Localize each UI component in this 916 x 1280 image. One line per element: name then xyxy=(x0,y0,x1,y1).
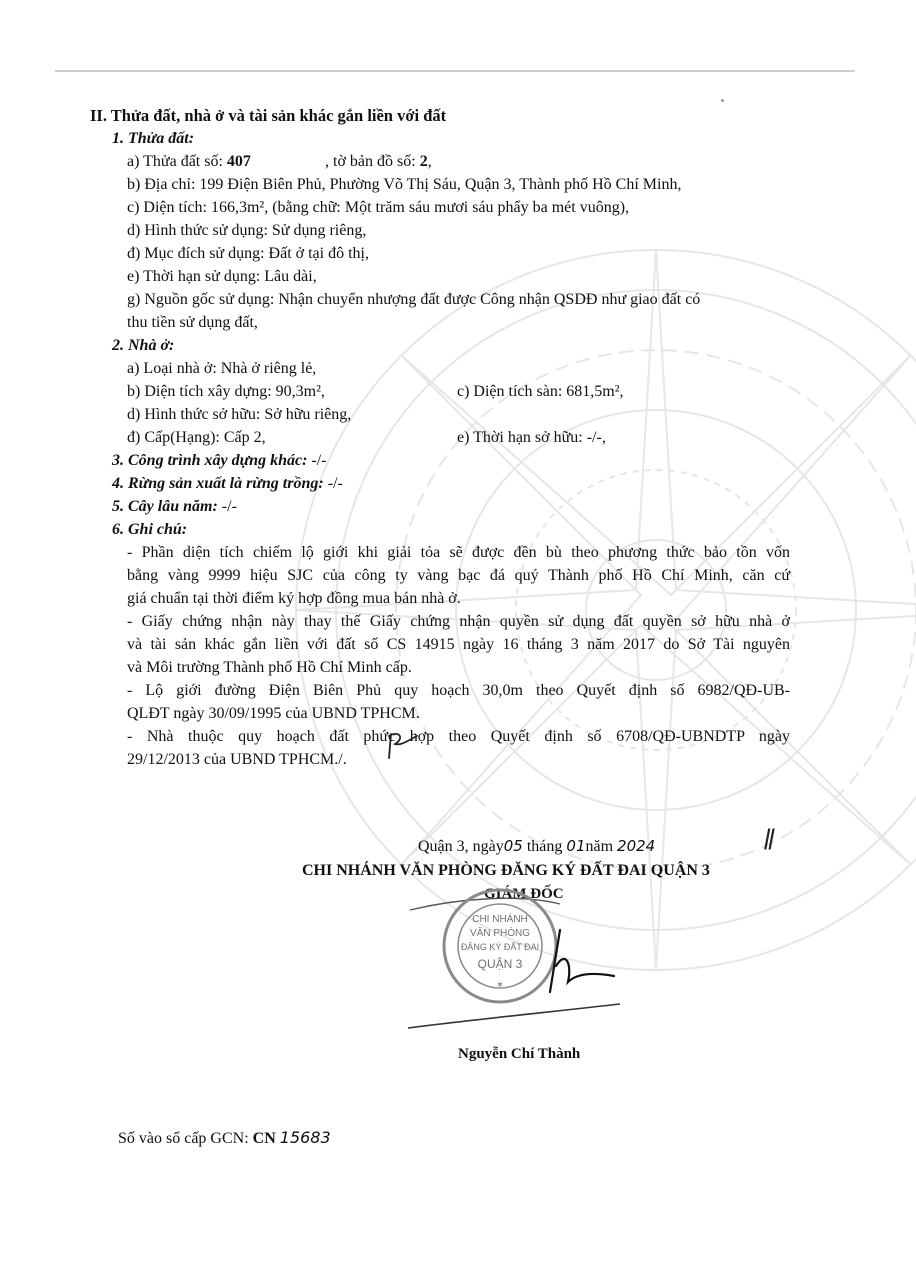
origin-line-1: g) Nguồn gốc sử dụng: Nhận chuyển nhượng đất được Công nhận QSDĐ như giao đất có xyxy=(127,291,701,308)
origin-line-2: thu tiền sử dụng đất, xyxy=(127,314,258,331)
date-day: 05 xyxy=(503,837,523,855)
term-line: e) Thời hạn sử dụng: Lâu dài, xyxy=(127,268,317,285)
area-line: c) Diện tích: 166,3m², (bằng chữ: Một trăm sáu mươi sáu phẩy ba mét vuông), xyxy=(127,199,630,216)
forest-value: -/- xyxy=(323,475,343,492)
address-line: b) Địa chỉ: 199 Điện Biên Phủ, Phường Võ Thị Sáu, Quận 3, Thành phố Hồ Chí Minh, xyxy=(127,176,682,193)
signing-date-line xyxy=(418,836,655,857)
floor-area-line: c) Diện tích sàn: 681,5m², xyxy=(457,383,624,400)
own-term-line: e) Thời hạn sở hữu: -/-, xyxy=(457,429,606,446)
forest-line xyxy=(112,474,343,494)
note-4-line-1: - Nhà thuộc quy hoạch đất phức hợp theo Quyết định số 6708/QĐ-UBNDTP ngày xyxy=(127,728,790,745)
other-works-value: -/- xyxy=(307,452,327,469)
handwritten-initial-mark xyxy=(383,728,423,762)
other-works-label: 3. Công trình xây dựng khác: xyxy=(112,452,308,469)
purpose-line: đ) Mục đích sử dụng: Đất ở tại đô thị, xyxy=(127,245,369,262)
note-1-line-3: giá chuẩn tại thời điểm ký hợp đồng mua bán nhà ở. xyxy=(127,590,461,607)
stamp-line-3: ĐĂNG KÝ ĐẤT ĐAI xyxy=(460,942,540,952)
registry-number: 15683 xyxy=(279,1128,331,1147)
note-4-line-2: 29/12/2013 của UBND TPHCM./. xyxy=(127,751,347,768)
parcel-line xyxy=(127,152,251,172)
parcel-number: 407 xyxy=(226,153,251,170)
registry-line xyxy=(118,1128,331,1149)
section-heading: II. Thửa đất, nhà ở và tài sản khác gắn liền với đất xyxy=(90,106,447,125)
month-label: tháng xyxy=(522,838,567,855)
note-2-line-3: và Môi trường Thành phố Hồ Chí Minh cấp. xyxy=(127,659,412,676)
map-end: , xyxy=(427,153,432,170)
registry-prefix: CN xyxy=(252,1130,280,1147)
stamp-line-4: QUẬN 3 xyxy=(477,957,523,971)
date-prefix: Quận 3, ngày xyxy=(418,838,504,855)
year-label: năm xyxy=(585,838,618,855)
perennial-trees-line xyxy=(112,497,237,517)
grade-line: đ) Cấp(Hạng): Cấp 2, xyxy=(127,429,266,446)
parcel-label: a) Thửa đất số: xyxy=(127,153,227,170)
scan-speck xyxy=(721,99,724,102)
perennial-trees-label: 5. Cây lâu năm: xyxy=(112,498,218,515)
notes-title: 6. Ghi chú: xyxy=(112,521,188,538)
other-works-line xyxy=(112,451,327,471)
signer-role: GIÁM ĐỐC xyxy=(484,886,564,902)
ownership-line: d) Hình thức sở hữu: Sở hữu riêng, xyxy=(127,406,352,423)
use-form-line: d) Hình thức sử dụng: Sử dụng riêng, xyxy=(127,222,367,239)
note-2-line-2: và tài sản khác gắn liền với đất số CS 14915 ngày 16 tháng 3 năm 2017 do Sở Tài nguyên xyxy=(127,636,790,653)
note-3-line-2: QLĐT ngày 30/09/1995 của UBND TPHCM. xyxy=(127,705,420,722)
svg-text:✶: ✶ xyxy=(495,980,505,991)
forest-label: 4. Rừng sản xuất là rừng trồng: xyxy=(112,475,324,492)
official-seal-and-signature xyxy=(400,880,630,1040)
land-title: 1. Thửa đất: xyxy=(112,130,195,147)
note-1-line-2: bằng vàng 9999 hiệu SJC của công ty vàng bạc đá quý Thành phố Hồ Chí Minh, căn cứ xyxy=(127,567,790,584)
map-sheet-line xyxy=(325,152,432,172)
map-label: , tờ bản đồ số: xyxy=(325,153,420,170)
registry-label: Số vào sổ cấp GCN: xyxy=(118,1130,253,1147)
stamp-line-1: CHI NHÁNH xyxy=(472,914,528,925)
handwritten-tick-mark: ǁ xyxy=(764,826,775,851)
note-2-line-1: - Giấy chứng nhận này thay thế Giấy chứng nhận quyền sử dụng đất quyền sở hữu nhà ở xyxy=(127,613,790,630)
build-area-line: b) Diện tích xây dựng: 90,3m², xyxy=(127,383,325,400)
issuing-office: CHI NHÁNH VĂN PHÒNG ĐĂNG KÝ ĐẤT ĐAI QUẬN 3 xyxy=(302,862,710,879)
date-year: 2024 xyxy=(617,837,656,855)
stamp-line-2: VĂN PHÒNG xyxy=(469,928,531,939)
note-3-line-1: - Lộ giới đường Điện Biên Phủ quy hoạch 30,0m theo Quyết định số 6982/QĐ-UB- xyxy=(127,682,790,699)
signer-name: Nguyễn Chí Thành xyxy=(458,1046,581,1062)
note-1-line-1: - Phần diện tích chiếm lộ giới khi giải tỏa sẽ được đền bù theo phương thức bảo tồn vốn xyxy=(127,544,790,561)
perennial-trees-value: -/- xyxy=(217,498,237,515)
date-month: 01 xyxy=(566,837,586,855)
map-number: 2 xyxy=(419,153,428,170)
top-border-line xyxy=(55,70,855,72)
house-title: 2. Nhà ở: xyxy=(112,337,175,354)
house-type-line: a) Loại nhà ở: Nhà ở riêng lẻ, xyxy=(127,360,317,377)
